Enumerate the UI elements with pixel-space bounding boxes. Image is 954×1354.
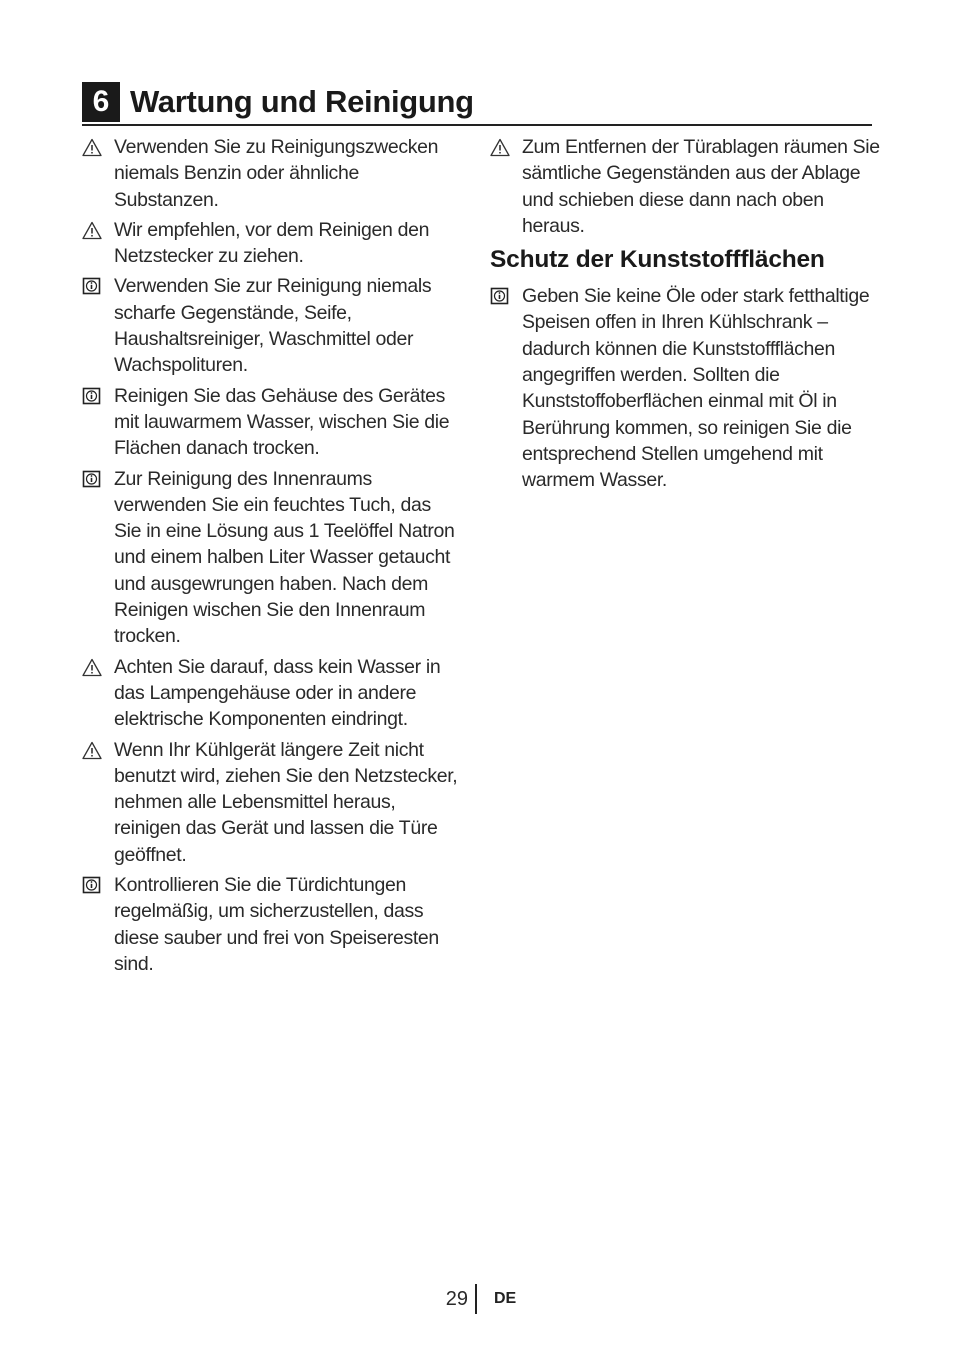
list-item — [82, 383, 462, 462]
info-icon — [490, 287, 510, 306]
list-item — [82, 273, 462, 378]
list-item — [490, 134, 880, 239]
warning-icon — [82, 138, 102, 157]
info-icon — [82, 387, 102, 406]
list-item — [82, 872, 462, 977]
list-item — [82, 466, 462, 650]
info-icon — [82, 277, 102, 296]
list-item — [82, 134, 462, 213]
item-text: Verwenden Sie zur Reinigung niemals scharfe Gegenstände, Seife, Haushaltsreiniger, Waschmittel oder Wachspolituren. — [114, 275, 432, 377]
list-item — [82, 737, 462, 868]
list-item — [82, 654, 462, 733]
chapter-number-badge: 6 — [82, 82, 120, 122]
left-column — [82, 134, 462, 981]
item-text: Wir empfehlen, vor dem Reinigen den Netzstecker zu ziehen. — [114, 218, 430, 268]
warning-icon — [82, 741, 102, 760]
chapter-title: Wartung und Reinigung — [130, 84, 474, 119]
item-text: Kontrollieren Sie die Türdichtungen regelmäßig, um sicherzustellen, dass diese sauber und frei von Speiseresten sind. — [114, 874, 439, 975]
warning-icon — [82, 658, 102, 677]
list-item — [82, 217, 462, 270]
language-code: DE — [494, 1290, 517, 1307]
warning-icon — [490, 138, 510, 157]
item-text: Verwenden Sie zu Reinigungszwecken niemals Benzin oder ähnliche Substanzen. — [114, 136, 439, 211]
item-text: Zur Reinigung des Innenraums verwenden Sie ein feuchtes Tuch, das Sie in eine Lösung aus 1 Teelöffel Natron und einem halben Liter Wasser getaucht und ausgewrungen haben. Nach dem Reinigen wischen Sie den Innenraum trocken. — [114, 467, 455, 648]
item-text: Reinigen Sie das Gehäuse des Gerätes mit lauwarmem Wasser, wischen Sie die Flächen danach trocken. — [114, 384, 450, 460]
page-footer — [0, 1284, 954, 1316]
warning-icon — [82, 221, 102, 240]
item-text: Geben Sie keine Öle oder stark fetthaltige Speisen offen in Ihren Kühlschrank – dadurch können die Kunststoffflächen angegriffen werden. Sollten die Kunststoffoberflächen einmal mit Öl in Berührung kommen, so reinigen Sie die entsprechend Stellen umgehend mit warmem Wasser. — [522, 285, 870, 492]
item-text: Wenn Ihr Kühlgerät längere Zeit nicht benutzt wird, ziehen Sie den Netzstecker, nehmen alle Lebensmittel heraus, reinigen das Gerät und lassen die Türe geöffnet. — [114, 738, 458, 866]
item-text: Zum Entfernen der Türablagen räumen Sie sämtliche Gegenständen aus der Ablage und schieben diese dann nach oben heraus. — [522, 136, 880, 237]
list-item — [490, 283, 880, 493]
info-icon — [82, 470, 102, 489]
info-icon — [82, 876, 102, 895]
right-column — [490, 134, 880, 498]
chapter-header — [82, 80, 872, 126]
item-text: Achten Sie darauf, dass kein Wasser in das Lampengehäuse oder in andere elektrische Komponenten eindringt. — [114, 655, 441, 731]
section-title: Schutz der Kunststoffflächen — [490, 246, 825, 274]
footer-divider — [475, 1284, 477, 1314]
page-number: 29 — [445, 1288, 468, 1310]
